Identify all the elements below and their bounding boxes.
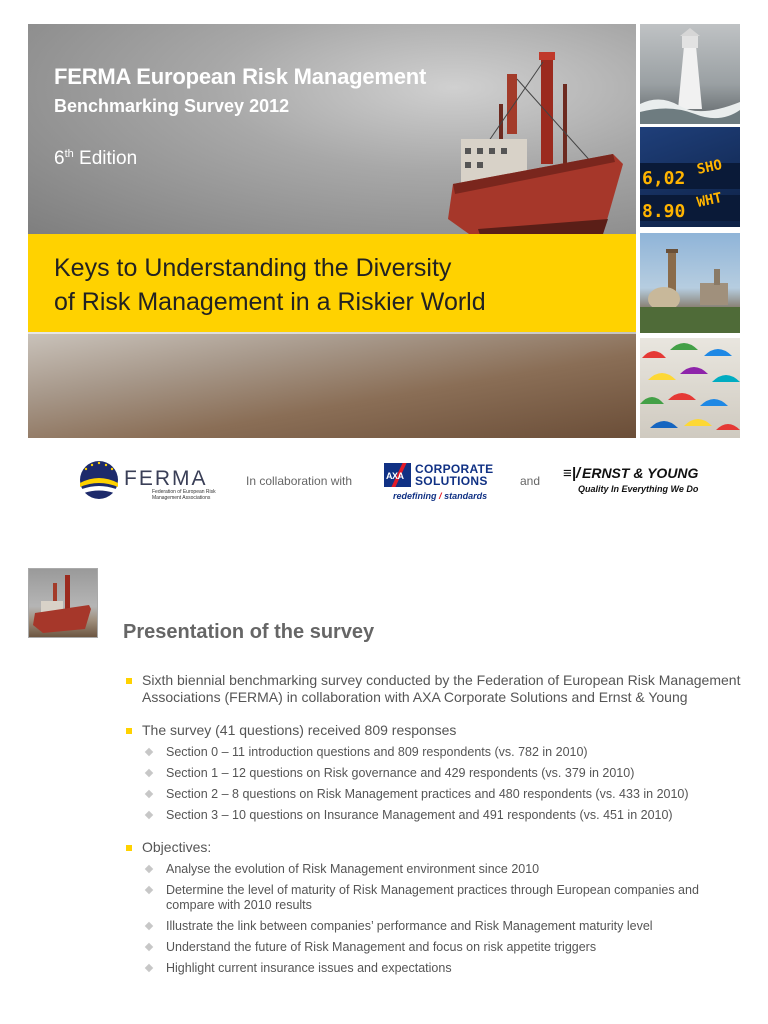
power-plant-photo (640, 233, 740, 333)
sub-list-item-text: Section 2 – 8 questions on Risk Management practices and 480 respondents (vs. 433 in 2010) (166, 787, 689, 801)
lighthouse-photo (640, 24, 740, 124)
sub-list-item (124, 961, 744, 976)
axa-solutions-text: SOLUTIONS (415, 474, 488, 488)
survey-bullet-list (124, 672, 744, 976)
section-thumbnail-image (28, 568, 98, 638)
sub-list-item-text: Analyse the evolution of Risk Management environment since 2010 (166, 862, 540, 876)
diamond-bullet-icon (145, 769, 153, 777)
factory-icon (640, 233, 740, 333)
sub-list-item-text: Highlight current insurance issues and expectations (166, 961, 452, 975)
umbrellas-icon (640, 338, 740, 438)
shipwreck-illustration (443, 44, 636, 244)
axa-tagline-standards: standards (444, 491, 488, 501)
yellow-title-banner (28, 234, 636, 332)
diamond-bullet-icon (145, 943, 153, 951)
sub-list-item-text: Understand the future of Risk Management and focus on risk appetite triggers (166, 940, 597, 954)
axa-tagline-slash: / (439, 491, 442, 501)
sub-list-item (124, 940, 744, 955)
square-bullet-icon (126, 678, 132, 684)
sub-list-item (124, 808, 744, 823)
sub-list-item-text: Section 0 – 11 introduction questions and 809 respondents (vs. 782 in 2010) (166, 745, 588, 759)
diamond-bullet-icon (145, 964, 153, 972)
ticker-value-2: 8.90 (642, 201, 686, 222)
list-item-text: The survey (41 questions) received 809 responses (142, 722, 457, 738)
sub-list-item (124, 883, 744, 913)
and-text: and (520, 474, 541, 488)
axa-logo-letters: AXA (386, 471, 404, 481)
square-bullet-icon (126, 728, 132, 734)
diamond-bullet-icon (145, 922, 153, 930)
list-item-text: Objectives: (142, 839, 212, 855)
hero-subtitle: Benchmarking Survey 2012 (54, 96, 290, 116)
axa-tagline (393, 491, 487, 501)
ferma-tagline: Federation of European Risk Management Associations (152, 489, 216, 501)
umbrellas-photo (640, 338, 740, 438)
ticker-display-icon (640, 127, 740, 227)
diamond-bullet-icon (145, 865, 153, 873)
sub-list-item (124, 919, 744, 934)
axa-corporate-text: CORPORATE (415, 462, 494, 476)
list-item-text: Sixth biennial benchmarking survey conducted by the Federation of European Risk Management Associations (FERMA) in collaboration with AXA Corporate Solutions and Ernst & Young (142, 672, 741, 705)
stock-ticker-photo (640, 127, 740, 227)
lighthouse-icon (640, 24, 740, 124)
ey-logo-text: ERNST & YOUNG (582, 465, 699, 481)
axa-tagline-redefining: redefining (393, 491, 437, 501)
hero-edition (54, 148, 137, 170)
partner-logos-row (0, 455, 768, 505)
diamond-bullet-icon (145, 886, 153, 894)
ey-tagline: Quality In Everything We Do (578, 484, 699, 494)
sub-list-item-text: Section 3 – 10 questions on Insurance Management and 491 respondents (vs. 451 in 2010) (166, 808, 673, 822)
diamond-bullet-icon (145, 811, 153, 819)
list-item (124, 839, 744, 856)
ticker-symbol-1: SHO (695, 157, 724, 178)
sub-list-item (124, 787, 744, 802)
edition-number: 6 (54, 148, 65, 169)
ticker-symbol-2: WHT (695, 190, 724, 211)
diamond-bullet-icon (145, 790, 153, 798)
square-bullet-icon (126, 845, 132, 851)
diamond-bullet-icon (145, 748, 153, 756)
ticker-value-1: 6,02 (642, 168, 686, 189)
banner-line-2: of Risk Management in a Riskier World (54, 288, 486, 316)
edition-word: Edition (79, 148, 138, 169)
sub-list-item (124, 862, 744, 877)
sub-list-item (124, 745, 744, 760)
section-title: Presentation of the survey (123, 621, 375, 643)
edition-suffix: th (64, 148, 74, 160)
ey-logo-mark: ≡|/ (563, 465, 581, 482)
shipwreck-thumbnail-icon (29, 569, 98, 638)
sub-list-item (124, 766, 744, 781)
beach-background (28, 334, 636, 438)
list-item (124, 672, 744, 706)
list-item (124, 722, 744, 739)
ferma-logo-text: FERMA (124, 467, 208, 490)
ferma-globe-icon (78, 459, 120, 501)
banner-line-1: Keys to Understanding the Diversity (54, 254, 452, 282)
sub-list-item-text: Section 1 – 12 questions on Risk governance and 429 respondents (vs. 379 in 2010) (166, 766, 635, 780)
cover-hero-image (28, 24, 636, 438)
hero-title: FERMA European Risk Management (54, 64, 427, 89)
sub-list-item-text: Illustrate the link between companies’ performance and Risk Management maturity level (166, 919, 653, 933)
collaboration-text: In collaboration with (246, 474, 353, 488)
sub-list-item-text: Determine the level of maturity of Risk Management practices through European companies and compare with 2010 results (166, 883, 699, 912)
